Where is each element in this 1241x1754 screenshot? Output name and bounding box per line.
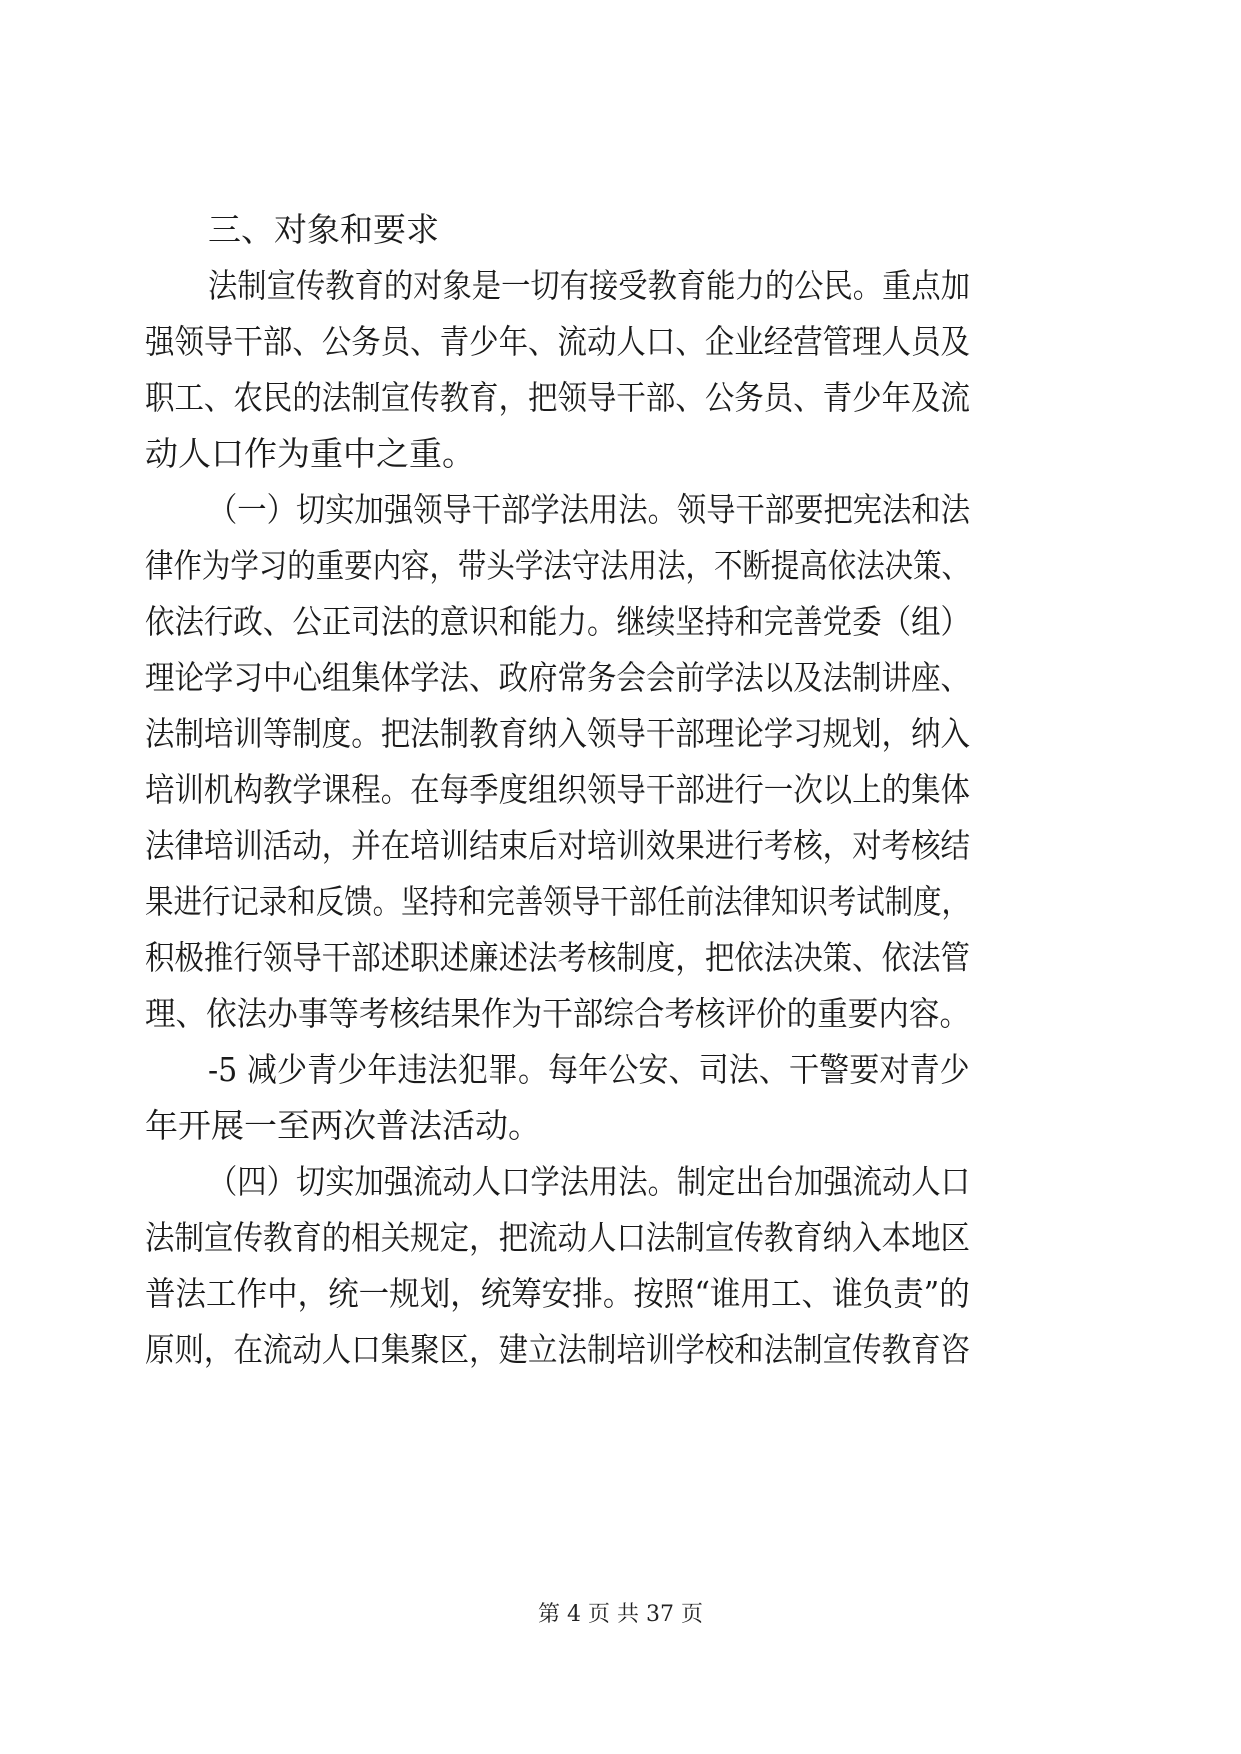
text-line-content: 职工、农民的法制宣传教育，把领导干部、公务员、青少年及流 [145,378,970,417]
text-line-content: 法制培训等制度。把法制教育纳入领导干部理论学习规划，纳入 [145,714,970,753]
text-line-content: 理、依法办事等考核结果作为干部综合考核评价的重要内容。 [145,994,970,1033]
text-line-content: 法制宣传教育的相关规定，把流动人口法制宣传教育纳入本地区 [145,1218,970,1257]
text-line-content: 理论学习中心组集体学法、政府常务会会前学法以及法制讲座、 [145,658,970,697]
text-line-content: 依法行政、公正司法的意识和能力。继续坚持和完善党委（组） [145,602,970,641]
text-line-content: 法制宣传教育的对象是一切有接受教育能力的公民。重点加 [208,266,970,305]
text-line-content: 普法工作中，统一规划，统筹安排。按照“谁用工、谁负责”的 [145,1274,970,1313]
text-line-content: 律作为学习的重要内容，带头学法守法用法，不断提高依法决策、 [145,546,970,585]
heading-text: 三、对象和要求 [208,210,439,249]
text-line-content: （四）切实加强流动人口学法用法。制定出台加强流动人口 [208,1162,970,1201]
text-line-content: 原则，在流动人口集聚区，建立法制培训学校和法制宣传教育咨 [145,1330,970,1369]
text-line-content: 强领导干部、公务员、青少年、流动人口、企业经营管理人员及 [145,322,970,361]
text-line-content: （一）切实加强领导干部学法用法。领导干部要把宪法和法 [208,490,970,529]
text-line-content: 积极推行领导干部述职述廉述法考核制度，把依法决策、依法管 [145,938,970,977]
text-line-content: 动人口作为重中之重。 [145,434,475,473]
text-line-content: 果进行记录和反馈。坚持和完善领导干部任前法律知识考试制度， [145,882,970,921]
text-line-content: 培训机构教学课程。在每季度组织领导干部进行一次以上的集体 [145,770,970,809]
text-line-content: 年开展一至两次普法活动。 [145,1106,541,1145]
page-number: 第 4 页 共 37 页 [538,1602,703,1627]
text-line-content: -5 减少青少年违法犯罪。每年公安、司法、干警要对青少 [208,1050,970,1089]
text-line-content: 法律培训活动，并在培训结束后对培训效果进行考核，对考核结 [145,826,970,865]
